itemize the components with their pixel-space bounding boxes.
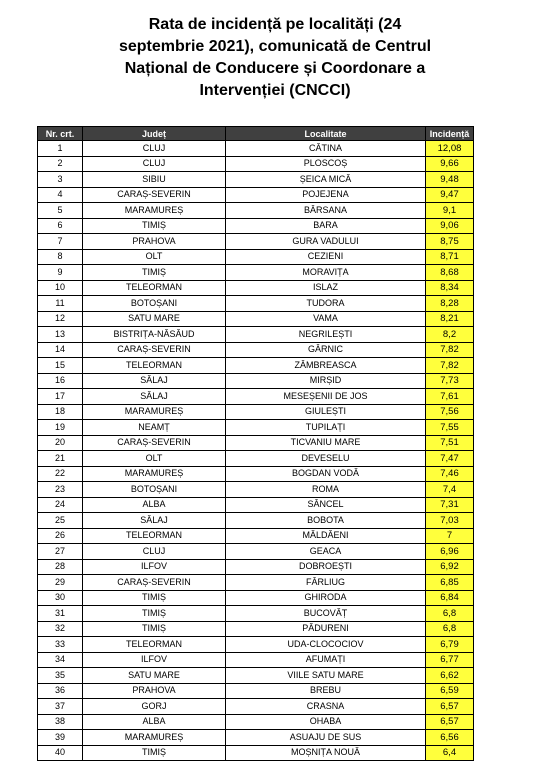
localitate-cell: ISLAZ bbox=[226, 280, 426, 296]
incidence-table bbox=[37, 126, 474, 761]
table-row bbox=[38, 404, 474, 420]
localitate-cell: VIILE SATU MARE bbox=[226, 668, 426, 684]
table-row bbox=[38, 699, 474, 715]
table-row bbox=[38, 342, 474, 358]
nr-crt-cell: 21 bbox=[38, 451, 83, 467]
incidenta-cell: 12,08 bbox=[426, 141, 474, 157]
judet-cell: BOTOȘANI bbox=[83, 296, 226, 312]
judet-cell: TIMIȘ bbox=[83, 265, 226, 281]
judet-cell: SIBIU bbox=[83, 172, 226, 188]
title-line: Rata de incidență pe localități (24 bbox=[148, 16, 402, 33]
judet-cell: TELEORMAN bbox=[83, 280, 226, 296]
judet-cell: TELEORMAN bbox=[83, 358, 226, 374]
localitate-cell: FÂRLIUG bbox=[226, 575, 426, 591]
incidenta-cell: 7,61 bbox=[426, 389, 474, 405]
localitate-cell: NEGRILEȘTI bbox=[226, 327, 426, 343]
judet-cell: CLUJ bbox=[83, 544, 226, 560]
incidenta-cell: 8,2 bbox=[426, 327, 474, 343]
localitate-cell: DOBROEȘTI bbox=[226, 559, 426, 575]
table-header bbox=[38, 127, 474, 141]
localitate-cell: VAMA bbox=[226, 311, 426, 327]
incidenta-cell: 6,8 bbox=[426, 606, 474, 622]
judet-cell: OLT bbox=[83, 249, 226, 265]
nr-crt-cell: 32 bbox=[38, 621, 83, 637]
nr-crt-cell: 24 bbox=[38, 497, 83, 513]
incidenta-cell: 6,59 bbox=[426, 683, 474, 699]
incidenta-cell: 7,51 bbox=[426, 435, 474, 451]
nr-crt-cell: 11 bbox=[38, 296, 83, 312]
incidenta-cell: 7,56 bbox=[426, 404, 474, 420]
localitate-cell: BREBU bbox=[226, 683, 426, 699]
judet-cell: NEAMȚ bbox=[83, 420, 226, 436]
judet-cell: ILFOV bbox=[83, 652, 226, 668]
header-nr-crt: Nr. crt. bbox=[38, 127, 83, 141]
table-row bbox=[38, 668, 474, 684]
localitate-cell: GHIRODA bbox=[226, 590, 426, 606]
table-row bbox=[38, 435, 474, 451]
nr-crt-cell: 26 bbox=[38, 528, 83, 544]
judet-cell: TELEORMAN bbox=[83, 637, 226, 653]
judet-cell: SĂLAJ bbox=[83, 513, 226, 529]
judet-cell: TIMIȘ bbox=[83, 590, 226, 606]
localitate-cell: TUPILAȚI bbox=[226, 420, 426, 436]
nr-crt-cell: 39 bbox=[38, 730, 83, 746]
judet-cell: PRAHOVA bbox=[83, 234, 226, 250]
judet-cell: TIMIȘ bbox=[83, 621, 226, 637]
table-row bbox=[38, 466, 474, 482]
header-localitate: Localitate bbox=[226, 127, 426, 141]
nr-crt-cell: 38 bbox=[38, 714, 83, 730]
incidenta-cell: 6,62 bbox=[426, 668, 474, 684]
nr-crt-cell: 12 bbox=[38, 311, 83, 327]
incidenta-cell: 7,82 bbox=[426, 342, 474, 358]
table-row bbox=[38, 590, 474, 606]
incidenta-cell: 7,82 bbox=[426, 358, 474, 374]
table-row bbox=[38, 606, 474, 622]
nr-crt-cell: 22 bbox=[38, 466, 83, 482]
localitate-cell: GIULEȘTI bbox=[226, 404, 426, 420]
nr-crt-cell: 5 bbox=[38, 203, 83, 219]
nr-crt-cell: 15 bbox=[38, 358, 83, 374]
table-row bbox=[38, 203, 474, 219]
incidenta-cell: 8,75 bbox=[426, 234, 474, 250]
nr-crt-cell: 36 bbox=[38, 683, 83, 699]
incidenta-cell: 6,8 bbox=[426, 621, 474, 637]
nr-crt-cell: 16 bbox=[38, 373, 83, 389]
localitate-cell: BARA bbox=[226, 218, 426, 234]
table-row bbox=[38, 327, 474, 343]
incidenta-cell: 8,68 bbox=[426, 265, 474, 281]
incidenta-cell: 6,57 bbox=[426, 699, 474, 715]
table-row bbox=[38, 373, 474, 389]
judet-cell: MARAMUREȘ bbox=[83, 203, 226, 219]
localitate-cell: DEVESELU bbox=[226, 451, 426, 467]
judet-cell: MARAMUREȘ bbox=[83, 730, 226, 746]
table-row bbox=[38, 528, 474, 544]
incidenta-cell: 7,03 bbox=[426, 513, 474, 529]
judet-cell: ALBA bbox=[83, 714, 226, 730]
localitate-cell: MĂLDĂENI bbox=[226, 528, 426, 544]
nr-crt-cell: 23 bbox=[38, 482, 83, 498]
judet-cell: TIMIȘ bbox=[83, 606, 226, 622]
table-row bbox=[38, 280, 474, 296]
nr-crt-cell: 3 bbox=[38, 172, 83, 188]
judet-cell: PRAHOVA bbox=[83, 683, 226, 699]
table-row bbox=[38, 544, 474, 560]
localitate-cell: ASUAJU DE SUS bbox=[226, 730, 426, 746]
table-row bbox=[38, 621, 474, 637]
nr-crt-cell: 25 bbox=[38, 513, 83, 529]
incidenta-cell: 7,47 bbox=[426, 451, 474, 467]
judet-cell: GORJ bbox=[83, 699, 226, 715]
incidenta-cell: 9,66 bbox=[426, 156, 474, 172]
nr-crt-cell: 8 bbox=[38, 249, 83, 265]
nr-crt-cell: 30 bbox=[38, 590, 83, 606]
incidenta-cell: 6,92 bbox=[426, 559, 474, 575]
judet-cell: ALBA bbox=[83, 497, 226, 513]
nr-crt-cell: 18 bbox=[38, 404, 83, 420]
localitate-cell: ROMA bbox=[226, 482, 426, 498]
incidenta-cell: 7,4 bbox=[426, 482, 474, 498]
table-row bbox=[38, 265, 474, 281]
nr-crt-cell: 27 bbox=[38, 544, 83, 560]
table-row bbox=[38, 652, 474, 668]
judet-cell: TELEORMAN bbox=[83, 528, 226, 544]
incidenta-cell: 6,56 bbox=[426, 730, 474, 746]
localitate-cell: GÂRNIC bbox=[226, 342, 426, 358]
localitate-cell: POJEJENA bbox=[226, 187, 426, 203]
nr-crt-cell: 4 bbox=[38, 187, 83, 203]
table-row bbox=[38, 156, 474, 172]
nr-crt-cell: 29 bbox=[38, 575, 83, 591]
table-row bbox=[38, 513, 474, 529]
localitate-cell: TUDORA bbox=[226, 296, 426, 312]
localitate-cell: SÂNCEL bbox=[226, 497, 426, 513]
judet-cell: MARAMUREȘ bbox=[83, 466, 226, 482]
judet-cell: CLUJ bbox=[83, 141, 226, 157]
nr-crt-cell: 37 bbox=[38, 699, 83, 715]
header-incidenta: Incidență bbox=[426, 127, 474, 141]
judet-cell: CARAȘ-SEVERIN bbox=[83, 435, 226, 451]
localitate-cell: PLOSCOȘ bbox=[226, 156, 426, 172]
title-line: Intervenției (CNCCI) bbox=[199, 82, 351, 99]
incidenta-cell: 8,21 bbox=[426, 311, 474, 327]
nr-crt-cell: 6 bbox=[38, 218, 83, 234]
localitate-cell: MOȘNIȚA NOUĂ bbox=[226, 745, 426, 761]
nr-crt-cell: 10 bbox=[38, 280, 83, 296]
incidenta-cell: 6,84 bbox=[426, 590, 474, 606]
title-line: Național de Conducere și Coordonare a bbox=[124, 60, 426, 77]
table-row bbox=[38, 497, 474, 513]
judet-cell: ILFOV bbox=[83, 559, 226, 575]
table-row bbox=[38, 296, 474, 312]
localitate-cell: BÂRSANA bbox=[226, 203, 426, 219]
incidenta-cell: 7,31 bbox=[426, 497, 474, 513]
table-row bbox=[38, 559, 474, 575]
judet-cell: CARAȘ-SEVERIN bbox=[83, 187, 226, 203]
nr-crt-cell: 19 bbox=[38, 420, 83, 436]
header-judet: Județ bbox=[83, 127, 226, 141]
judet-cell: SATU MARE bbox=[83, 311, 226, 327]
incidenta-cell: 6,4 bbox=[426, 745, 474, 761]
nr-crt-cell: 7 bbox=[38, 234, 83, 250]
judet-cell: CLUJ bbox=[83, 156, 226, 172]
table-row bbox=[38, 482, 474, 498]
localitate-cell: CEZIENI bbox=[226, 249, 426, 265]
nr-crt-cell: 13 bbox=[38, 327, 83, 343]
localitate-cell: PĂDURENI bbox=[226, 621, 426, 637]
nr-crt-cell: 40 bbox=[38, 745, 83, 761]
table-row bbox=[38, 420, 474, 436]
nr-crt-cell: 35 bbox=[38, 668, 83, 684]
table-row bbox=[38, 730, 474, 746]
incidenta-cell: 9,06 bbox=[426, 218, 474, 234]
judet-cell: BOTOȘANI bbox=[83, 482, 226, 498]
judet-cell: TIMIȘ bbox=[83, 218, 226, 234]
table-row bbox=[38, 358, 474, 374]
table-row bbox=[38, 745, 474, 761]
incidenta-cell: 9,47 bbox=[426, 187, 474, 203]
judet-cell: OLT bbox=[83, 451, 226, 467]
judet-cell: MARAMUREȘ bbox=[83, 404, 226, 420]
incidenta-cell: 7,73 bbox=[426, 373, 474, 389]
localitate-cell: MESEȘENII DE JOS bbox=[226, 389, 426, 405]
table-row bbox=[38, 575, 474, 591]
nr-crt-cell: 33 bbox=[38, 637, 83, 653]
nr-crt-cell: 28 bbox=[38, 559, 83, 575]
judet-cell: SĂLAJ bbox=[83, 373, 226, 389]
nr-crt-cell: 14 bbox=[38, 342, 83, 358]
table-row bbox=[38, 172, 474, 188]
page-title bbox=[90, 14, 460, 102]
nr-crt-cell: 1 bbox=[38, 141, 83, 157]
localitate-cell: OHABA bbox=[226, 714, 426, 730]
incidenta-cell: 7,46 bbox=[426, 466, 474, 482]
incidenta-cell: 6,85 bbox=[426, 575, 474, 591]
nr-crt-cell: 2 bbox=[38, 156, 83, 172]
localitate-cell: UDA-CLOCOCIOV bbox=[226, 637, 426, 653]
localitate-cell: CRASNA bbox=[226, 699, 426, 715]
judet-cell: SĂLAJ bbox=[83, 389, 226, 405]
localitate-cell: GURA VADULUI bbox=[226, 234, 426, 250]
incidenta-cell: 8,71 bbox=[426, 249, 474, 265]
localitate-cell: ZÂMBREASCA bbox=[226, 358, 426, 374]
localitate-cell: AFUMAȚI bbox=[226, 652, 426, 668]
table-row bbox=[38, 141, 474, 157]
table-body bbox=[38, 141, 474, 761]
nr-crt-cell: 34 bbox=[38, 652, 83, 668]
table-row bbox=[38, 389, 474, 405]
nr-crt-cell: 20 bbox=[38, 435, 83, 451]
localitate-cell: MIRȘID bbox=[226, 373, 426, 389]
nr-crt-cell: 31 bbox=[38, 606, 83, 622]
incidenta-cell: 6,77 bbox=[426, 652, 474, 668]
table-row bbox=[38, 683, 474, 699]
judet-cell: CARAȘ-SEVERIN bbox=[83, 575, 226, 591]
localitate-cell: GEACA bbox=[226, 544, 426, 560]
judet-cell: BISTRIȚA-NĂSĂUD bbox=[83, 327, 226, 343]
incidenta-cell: 8,28 bbox=[426, 296, 474, 312]
incidenta-cell: 6,79 bbox=[426, 637, 474, 653]
judet-cell: SATU MARE bbox=[83, 668, 226, 684]
table-row bbox=[38, 234, 474, 250]
incidenta-cell: 6,96 bbox=[426, 544, 474, 560]
title-line: septembrie 2021), comunicată de Centrul bbox=[118, 38, 432, 55]
localitate-cell: TICVANIU MARE bbox=[226, 435, 426, 451]
localitate-cell: BOBOTA bbox=[226, 513, 426, 529]
table-row bbox=[38, 187, 474, 203]
table-row bbox=[38, 218, 474, 234]
localitate-cell: BUCOVĂȚ bbox=[226, 606, 426, 622]
header-row bbox=[38, 127, 474, 141]
table-row bbox=[38, 451, 474, 467]
table-row bbox=[38, 249, 474, 265]
nr-crt-cell: 17 bbox=[38, 389, 83, 405]
judet-cell: CARAȘ-SEVERIN bbox=[83, 342, 226, 358]
incidenta-cell: 9,1 bbox=[426, 203, 474, 219]
judet-cell: TIMIȘ bbox=[83, 745, 226, 761]
localitate-cell: MORAVIȚA bbox=[226, 265, 426, 281]
localitate-cell: BOGDAN VODĂ bbox=[226, 466, 426, 482]
incidenta-cell: 7,55 bbox=[426, 420, 474, 436]
incidenta-cell: 8,34 bbox=[426, 280, 474, 296]
incidenta-cell: 7 bbox=[426, 528, 474, 544]
incidenta-cell: 9,48 bbox=[426, 172, 474, 188]
table-row bbox=[38, 714, 474, 730]
table-row bbox=[38, 637, 474, 653]
localitate-cell: CĂTINA bbox=[226, 141, 426, 157]
nr-crt-cell: 9 bbox=[38, 265, 83, 281]
incidenta-cell: 6,57 bbox=[426, 714, 474, 730]
table-row bbox=[38, 311, 474, 327]
localitate-cell: ȘEICA MICĂ bbox=[226, 172, 426, 188]
